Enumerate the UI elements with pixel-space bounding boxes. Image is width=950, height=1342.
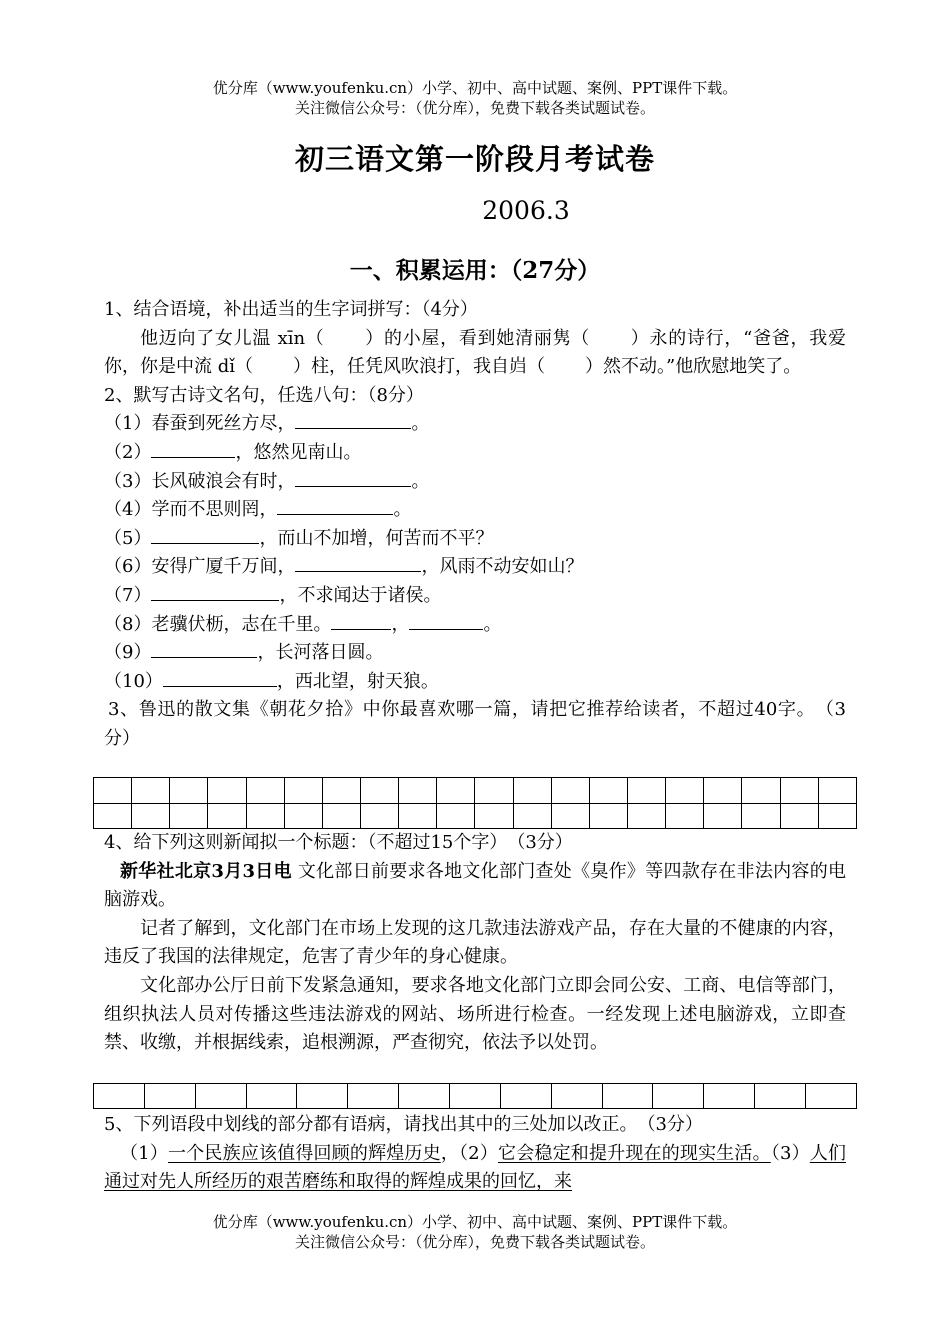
- q2-item-7-text: ，不求闻达于诸侯。: [279, 584, 442, 606]
- grid-cell[interactable]: [322, 803, 360, 829]
- grid-cell[interactable]: [170, 778, 208, 804]
- q2-item-10-num: （10）: [104, 670, 163, 692]
- q2-item-4: [104, 496, 846, 525]
- grid-cell[interactable]: [780, 803, 818, 829]
- grid-cell[interactable]: [500, 1084, 551, 1109]
- q2-item-1-blank[interactable]: [295, 410, 411, 429]
- grid-cell[interactable]: [704, 803, 742, 829]
- grid-cell[interactable]: [399, 1084, 450, 1109]
- grid-cell[interactable]: [94, 778, 132, 804]
- grid-cell[interactable]: [284, 803, 322, 829]
- grid-cell[interactable]: [627, 803, 665, 829]
- grid-cell[interactable]: [94, 1084, 145, 1109]
- q2-item-6-end: ，风雨不动安如山？: [421, 556, 584, 578]
- grid-cell[interactable]: [297, 1084, 348, 1109]
- q3-answer-grid: [93, 777, 857, 829]
- grid-cell[interactable]: [818, 803, 856, 829]
- q4-news-para-2: 记者了解到，文化部门在市场上发现的这几款违法游戏产品，存在大量的不健康的内容，违反了我国的法律规定，危害了青少年的身心健康。: [104, 917, 846, 968]
- q2-item-5-num: （5）: [104, 527, 152, 549]
- grid-cell[interactable]: [170, 803, 208, 829]
- q2-item-8-end: 。: [483, 613, 502, 635]
- q2-item-3-blank[interactable]: [295, 468, 411, 487]
- q1-part-d: ）柱，任凭风吹浪打，我自岿（: [293, 356, 546, 378]
- q5-num-2: ，（2）: [440, 1142, 499, 1164]
- q2-item-8-text: （8）老骥伏枥，志在千里。: [104, 613, 332, 635]
- grid-cell[interactable]: [755, 1084, 806, 1109]
- grid-cell[interactable]: [399, 778, 437, 804]
- section-heading: 一、积累运用：（27分）: [349, 257, 601, 284]
- exam-body-q5: [104, 1111, 846, 1197]
- grid-row: [94, 1084, 857, 1109]
- grid-cell[interactable]: [653, 1084, 704, 1109]
- q2-item-1-text: （1）春蚕到死丝方尽，: [104, 413, 296, 435]
- grid-cell[interactable]: [208, 803, 246, 829]
- grid-cell[interactable]: [437, 778, 475, 804]
- q2-item-3-end: 。: [411, 470, 430, 492]
- grid-cell[interactable]: [132, 803, 170, 829]
- q5-sentence-1: 一个民族应该值得回顾的辉煌历史: [168, 1142, 441, 1164]
- grid-cell[interactable]: [666, 803, 704, 829]
- q2-item-1: [104, 410, 846, 439]
- q2-item-4-text: （4）学而不思则罔，: [104, 499, 278, 521]
- grid-cell[interactable]: [94, 803, 132, 829]
- q2-item-3: [104, 468, 846, 497]
- q5-sentence-3: 人们通过对先人所经历的艰苦磨练和取得的辉煌成果的回忆，来: [104, 1142, 847, 1193]
- q2-item-4-blank[interactable]: [277, 496, 393, 515]
- q4-dateline: 新华社北京3月3日电: [120, 860, 292, 882]
- grid-cell[interactable]: [475, 803, 513, 829]
- q1-part-e: ）然不动。”他欣慰地笑了。: [585, 356, 802, 378]
- grid-cell[interactable]: [551, 803, 589, 829]
- grid-cell[interactable]: [284, 778, 322, 804]
- q2-item-9-blank[interactable]: [151, 639, 257, 658]
- q2-item-2-text: ，悠然见南山。: [235, 441, 362, 463]
- q1-passage: [104, 325, 846, 382]
- q2-item-6-text: （6）安得广厦千万间，: [104, 556, 296, 578]
- grid-cell[interactable]: [132, 778, 170, 804]
- q5-passage: [104, 1140, 846, 1197]
- q2-item-8-blank-1[interactable]: [331, 611, 391, 630]
- header-line-2: 关注微信公众号：（优分库），免费下载各类试题试卷。: [294, 99, 655, 117]
- q2-item-9: [104, 639, 846, 668]
- q2-item-10: [104, 668, 846, 697]
- q2-item-7-blank[interactable]: [151, 582, 279, 601]
- q2-item-7-num: （7）: [104, 584, 152, 606]
- grid-cell[interactable]: [513, 778, 551, 804]
- q5-sentence-2: 它会稳定和提升现在的现实生活。: [498, 1142, 771, 1164]
- q2-item-4-end: 。: [393, 499, 412, 521]
- grid-cell[interactable]: [360, 778, 398, 804]
- grid-cell[interactable]: [742, 803, 780, 829]
- site-footer: [0, 1212, 950, 1252]
- grid-cell[interactable]: [144, 1084, 195, 1109]
- grid-cell[interactable]: [475, 778, 513, 804]
- q2-item-5-blank[interactable]: [151, 525, 259, 544]
- grid-cell[interactable]: [551, 1084, 602, 1109]
- q1-part-c: ）永的诗行，“爸爸，我爱你，你是中流 dǐ（: [104, 327, 846, 378]
- grid-cell[interactable]: [208, 778, 246, 804]
- grid-cell[interactable]: [450, 1084, 501, 1109]
- exam-body: [104, 296, 846, 754]
- grid-cell[interactable]: [399, 803, 437, 829]
- grid-cell[interactable]: [742, 778, 780, 804]
- q5-num-3: （3）: [770, 1142, 810, 1164]
- footer-line-2: 关注微信公众号：（优分库），免费下载各类试题试卷。: [294, 1233, 655, 1251]
- site-header: [0, 78, 950, 118]
- q2-item-10-blank[interactable]: [163, 668, 277, 687]
- grid-cell[interactable]: [818, 778, 856, 804]
- q4-answer-grid: [93, 1083, 857, 1109]
- q4-lead-text: 文化部日前要求各地文化部门查处《臭作》等四款存在非法内容的电脑游戏。: [104, 860, 846, 911]
- q5-stem: 5、下列语段中划线的部分都有语病，请找出其中的三处加以改正。 （3分）: [104, 1114, 703, 1135]
- q2-item-3-text: （3）长风破浪会有时，: [104, 470, 296, 492]
- q4-stem: 4、给下列这则新闻拟一个标题：（不超过15个字） （3分）: [104, 832, 573, 853]
- q2-item-5-text: ，而山不加增，何苦而不平？: [259, 527, 494, 549]
- q3-stem: 3、鲁迅的散文集《朝花夕拾》中你最喜欢哪一篇，请把它推荐给读者，不超过40字。 （3分）: [104, 699, 846, 749]
- q1-part-b: ）的小屋，看到她清丽隽（: [364, 327, 591, 349]
- grid-cell[interactable]: [704, 778, 742, 804]
- grid-cell[interactable]: [513, 803, 551, 829]
- grid-cell[interactable]: [246, 1084, 297, 1109]
- q1-part-a: 他迈向了女儿温 xīn（: [140, 327, 325, 349]
- q2-stem: 2、默写古诗文名句，任选八句：（8分）: [104, 384, 424, 406]
- grid-cell[interactable]: [246, 778, 284, 804]
- footer-line-1: 优分库（www.youfenku.cn）小学、初中、高中试题、案例、PPT课件下载。: [212, 1213, 738, 1231]
- q2-item-2-num: （2）: [104, 441, 152, 463]
- q2-item-8-sep: ，: [391, 613, 410, 635]
- grid-cell[interactable]: [437, 803, 475, 829]
- q4-news-lead: [104, 858, 846, 915]
- exam-title: 初三语文第一阶段月考试卷: [294, 142, 655, 176]
- q2-item-9-text: ，长河落日圆。: [257, 642, 384, 664]
- q2-item-2: [104, 439, 846, 468]
- grid-cell[interactable]: [666, 778, 704, 804]
- grid-row: [94, 803, 857, 829]
- q1-stem: 1、结合语境，补出适当的生字词拼写：（4分）: [104, 299, 478, 320]
- exam-date: 2006.3: [482, 196, 570, 225]
- grid-cell[interactable]: [627, 778, 665, 804]
- grid-row: [94, 778, 857, 804]
- grid-cell[interactable]: [806, 1084, 857, 1109]
- grid-cell[interactable]: [589, 778, 627, 804]
- q2-item-10-text: ，西北望，射天狼。: [276, 670, 439, 692]
- grid-cell[interactable]: [602, 1084, 653, 1109]
- q2-item-8-blank-2[interactable]: [409, 611, 483, 630]
- q2-item-6-blank[interactable]: [295, 553, 421, 572]
- grid-cell[interactable]: [348, 1084, 399, 1109]
- q2-item-6: [104, 553, 846, 582]
- q2-item-2-blank[interactable]: [151, 439, 235, 458]
- q4-news-para-3: 文化部办公厅日前下发紧急通知，要求各地文化部门立即会同公安、工商、电信等部门，组织执法人员对传播这些违法游戏的网站、场所进行检查。一经发现上述电脑游戏，立即查禁、收缴，并根据线索，追根溯源，严查彻究，依法予以处罚。: [104, 974, 846, 1054]
- grid-cell[interactable]: [551, 778, 589, 804]
- q2-item-5: [104, 525, 846, 554]
- q2-item-9-num: （9）: [104, 642, 152, 664]
- grid-cell[interactable]: [780, 778, 818, 804]
- q2-item-1-end: 。: [411, 413, 430, 435]
- grid-cell[interactable]: [360, 803, 398, 829]
- header-line-1: 优分库（www.youfenku.cn）小学、初中、高中试题、案例、PPT课件下载。: [212, 79, 738, 97]
- grid-cell[interactable]: [589, 803, 627, 829]
- q2-item-7: [104, 582, 846, 611]
- grid-cell[interactable]: [322, 778, 360, 804]
- grid-cell[interactable]: [195, 1084, 246, 1109]
- grid-cell[interactable]: [246, 803, 284, 829]
- q2-item-8: [104, 611, 846, 640]
- grid-cell[interactable]: [704, 1084, 755, 1109]
- exam-body-continued: [104, 829, 846, 1058]
- q5-num-1: （1）: [120, 1142, 169, 1164]
